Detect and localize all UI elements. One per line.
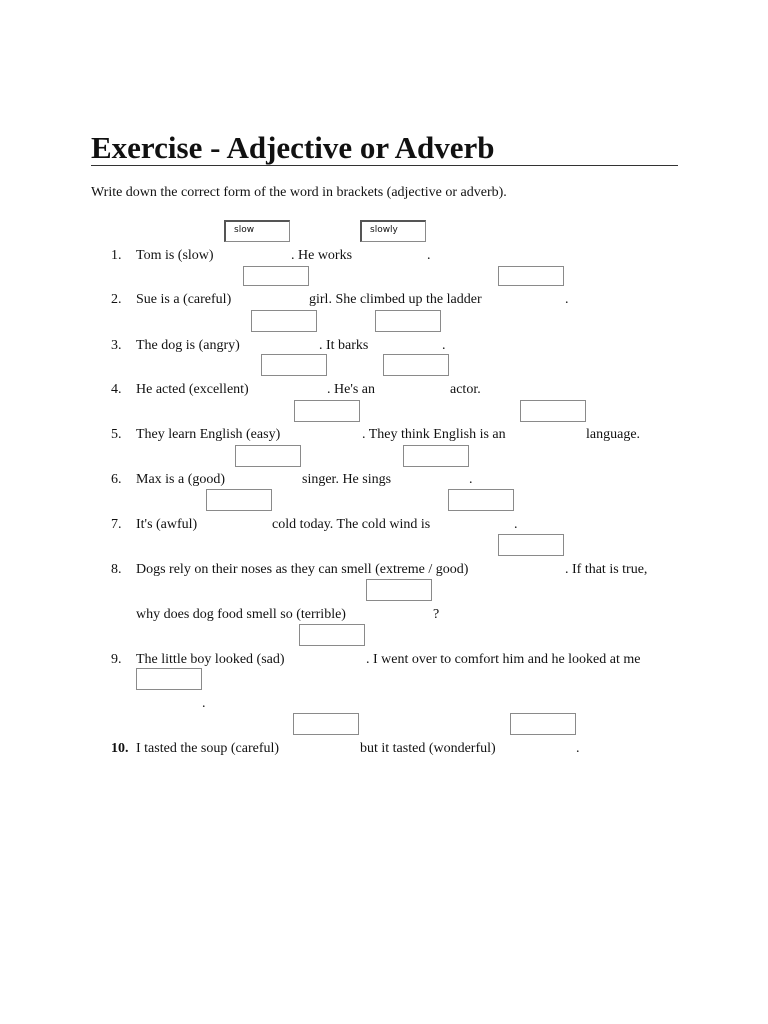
item-text: language. (586, 427, 641, 442)
item-number: 9. (111, 652, 122, 667)
answer-input[interactable] (251, 310, 317, 332)
item-text: . (576, 741, 580, 756)
answer-input[interactable] (498, 534, 564, 556)
item-text: singer. He sings (302, 472, 392, 487)
item-text: . (514, 517, 518, 532)
item-text: . They think English is an (362, 427, 506, 442)
item-number: 10. (111, 741, 129, 756)
item-text: . (427, 248, 431, 263)
item-text: They learn English (easy) (136, 427, 281, 442)
item-text: The little boy looked (sad) (136, 652, 285, 667)
item-text: ? (433, 607, 440, 622)
answer-input[interactable] (403, 445, 469, 467)
item-text: actor. (450, 382, 481, 397)
example-adverb-text: slowly (370, 225, 398, 235)
item-text: . (202, 696, 206, 711)
item-text: . It barks (319, 338, 369, 353)
title-divider (91, 165, 678, 166)
item-text: It's (awful) (136, 517, 198, 532)
item-number: 2. (111, 292, 122, 307)
answer-input[interactable] (261, 354, 327, 376)
item-text: but it tasted (wonderful) (360, 741, 496, 756)
item-text: . (469, 472, 473, 487)
item-text: . (442, 338, 446, 353)
answer-input[interactable] (510, 713, 576, 735)
example-adjective-text: slow (234, 225, 255, 235)
example-adverb-box (360, 220, 426, 242)
answer-input[interactable] (366, 579, 432, 601)
item-text: Max is a (good) (136, 472, 226, 487)
item-text: Sue is a (careful) (136, 292, 232, 307)
instructions: Write down the correct form of the word in brackets (adjective or adverb). (91, 185, 507, 200)
answer-input[interactable] (243, 266, 309, 286)
answer-input[interactable] (520, 400, 586, 422)
item-text: why does dog food smell so (terrible) (136, 607, 346, 622)
item-text: Tom is (slow) (136, 248, 214, 263)
item-text: cold today. The cold wind is (272, 517, 431, 532)
answer-input[interactable] (498, 266, 564, 286)
answer-input[interactable] (294, 400, 360, 422)
item-text: I tasted the soup (careful) (136, 741, 280, 756)
item-number: 4. (111, 382, 122, 397)
item-text: Dogs rely on their noses as they can smell (extreme / good) (136, 562, 469, 577)
answer-input[interactable] (293, 713, 359, 735)
item-text: . I went over to comfort him and he looked at me (366, 652, 641, 667)
page-title: Exercise - Adjective or Adverb (91, 130, 495, 165)
answer-input[interactable] (375, 310, 441, 332)
item-text: The dog is (angry) (136, 338, 240, 353)
item-number: 8. (111, 562, 122, 577)
item-number: 3. (111, 338, 122, 353)
item-number: 7. (111, 517, 122, 532)
answer-input[interactable] (206, 489, 272, 511)
item-text: He acted (excellent) (136, 382, 249, 397)
answer-input[interactable] (299, 624, 365, 646)
item-text: . If that is true, (565, 562, 648, 577)
item-number: 1. (111, 248, 122, 263)
item-number: 5. (111, 427, 122, 442)
answer-input[interactable] (383, 354, 449, 376)
answer-input[interactable] (235, 445, 301, 467)
answer-input[interactable] (136, 668, 202, 690)
item-text: . He works (291, 248, 353, 263)
item-number: 6. (111, 472, 122, 487)
item-text: . He's an (327, 382, 376, 397)
item-text: . (565, 292, 569, 307)
answer-input[interactable] (448, 489, 514, 511)
item-text: girl. She climbed up the ladder (309, 292, 482, 307)
example-adjective-box (224, 220, 290, 242)
